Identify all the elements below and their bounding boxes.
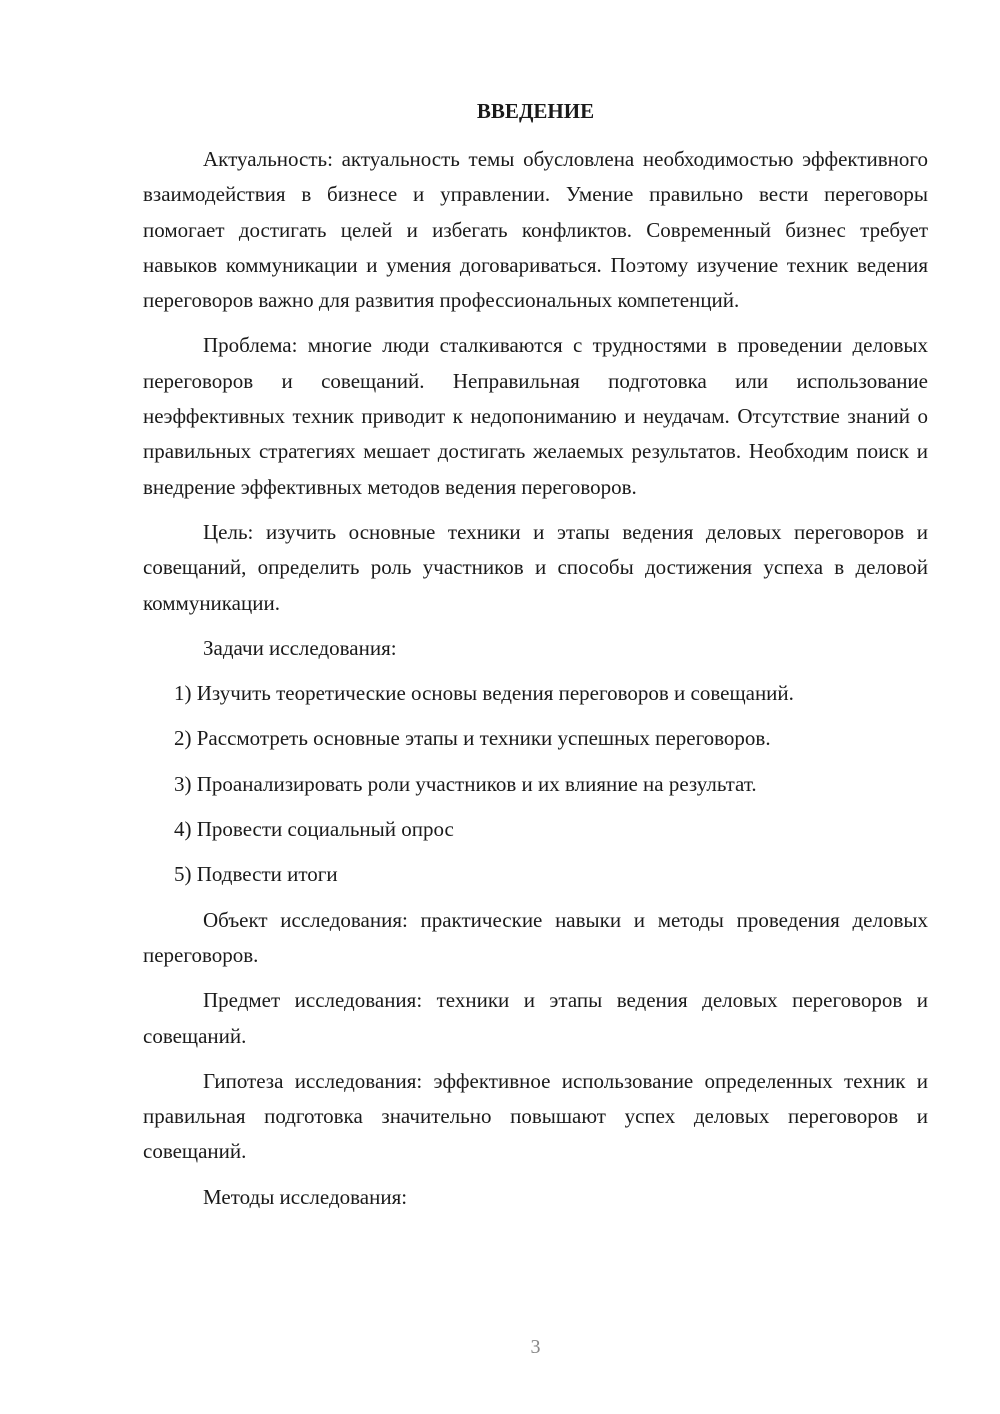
task-item: 2) Рассмотреть основные этапы и техники успешных переговоров. [174,726,771,751]
methods-heading: Методы исследования: [203,1184,408,1209]
task-item: 1) Изучить теоретические основы ведения переговоров и совещаний. [174,681,794,706]
hypothesis-paragraph: Гипотеза исследования: эффективное использование определенных техник и правильная подготовка значительно повышают успех деловых переговоров и совещаний. [143,1068,928,1164]
goal-paragraph: Цель: изучить основные техники и этапы ведения деловых переговоров и совещаний, определить роль участников и способы достижения успеха в деловой коммуникации. [143,519,928,615]
document-page [143,0,928,1414]
page-number: 3 [530,1336,541,1358]
task-item: 3) Проанализировать роли участников и их влияние на результат. [174,771,757,796]
task-item: 4) Провести социальный опрос [174,817,454,842]
problem-paragraph: Проблема: многие люди сталкиваются с трудностями в проведении деловых переговоров и совещаний. Неправильная подготовка или использование неэффективных техник приводит к недопониманию и неудачам. Отсутствие знаний о правильных стратегиях мешает достигать желаемых результатов. Необходим поиск и внедрение эффективных методов ведения переговоров. [143,333,928,499]
object-paragraph: Объект исследования: практические навыки и методы проведения деловых переговоров. [143,907,928,967]
tasks-heading: Задачи исследования: [203,635,397,660]
relevance-paragraph: Актуальность: актуальность темы обусловлена необходимостью эффективного взаимодействия в бизнесе и управлении. Умение правильно вести переговоры помогает достигать целей и избегать конфликтов. Современный бизнес требует навыков коммуникации и умения договариваться. Поэтому изучение техник ведения переговоров важно для развития профессиональных компетенций. [143,147,928,313]
section-heading: ВВЕДЕНИЕ [476,99,595,123]
document-body [143,142,928,1225]
task-item: 5) Подвести итоги [174,862,338,887]
subject-paragraph: Предмет исследования: техники и этапы ведения деловых переговоров и совещаний. [143,988,928,1048]
